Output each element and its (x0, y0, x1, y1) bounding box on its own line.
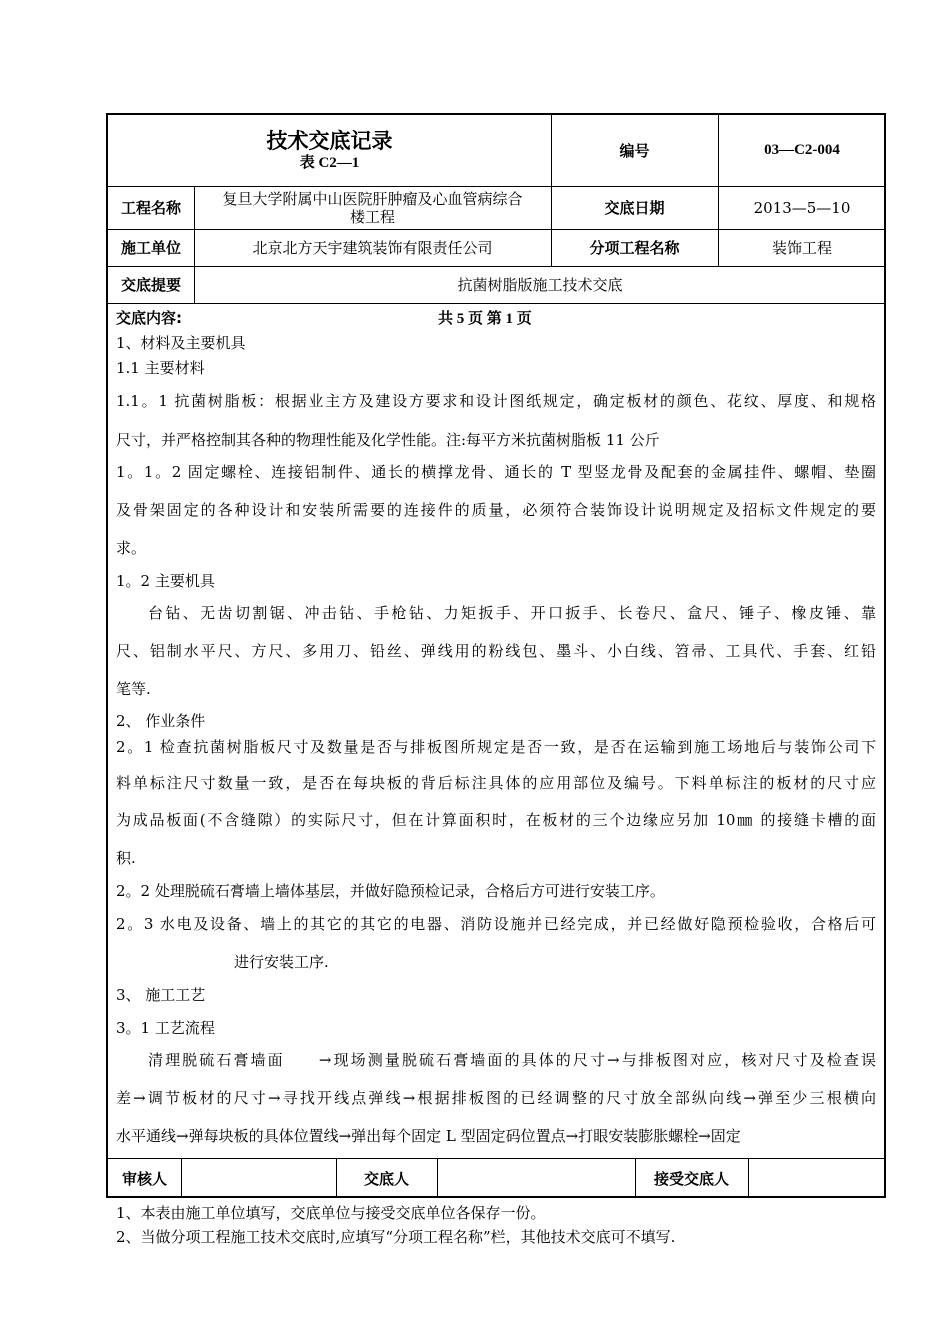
receiver-label: 接受交底人 (653, 1169, 729, 1188)
content-line: 尺、铝制水平尺、方尺、多用刀、铅丝、弹线用的粉线包、墨斗、小白线、笤帚、工具代、手套、红铅 (116, 642, 876, 660)
content-line: 及骨架固定的各种设计和安装所需要的连接件的质量，必须符合装饰设计说明规定及招标文件规定的要 (116, 501, 876, 519)
summary-label: 交底提要 (120, 276, 181, 294)
content-line: 清理脱硫石膏墙面 →现场测量脱硫石膏墙面的具体的尺寸→与排板图对应，核对尺寸及检查误 (148, 1051, 876, 1069)
content-line: 差→调节板材的尺寸→寻找开线点弹线→根据排板图的已经调整的尺寸放全部纵向线→弹至少三根横向 (116, 1089, 876, 1107)
reviewer-value[interactable] (181, 1158, 336, 1198)
content-line: 2。2 处理脱硫石膏墙上墙体基层，并做好隐预检记录，合格后方可进行安装工序。 (116, 882, 665, 900)
content-line: 台钻、无齿切割锯、冲击钻、手枪钻、力矩扳手、开口扳手、长卷尺、盒尺、锤子、橡皮锤、靠 (148, 604, 876, 622)
content-line: 3、 施工工艺 (116, 986, 206, 1004)
content-line: 进行安装工序. (234, 953, 329, 971)
discloser-value[interactable] (437, 1158, 635, 1198)
footnote: 2、当做分项工程施工技术交底时,应填写“分项工程名称”栏，其他技术交底可不填写. (116, 1228, 676, 1246)
summary-value: 抗菌树脂版施工技术交底 (457, 276, 623, 294)
project-value (194, 186, 551, 229)
date-label: 交底日期 (604, 199, 665, 217)
unit-label: 施工单位 (120, 239, 181, 257)
project-value-line2: 楼工程 (349, 207, 395, 226)
content-line: 尺寸，并严格控制其各种的物理性能及化学性能。注:每平方米抗菌树脂板 11 公斤 (116, 431, 660, 449)
content-line: 2、 作业条件 (116, 712, 206, 730)
title-block (108, 115, 551, 186)
reviewer-label: 审核人 (121, 1169, 167, 1188)
content-line: 为成品板面(不含缝隙）的实际尺寸，但在计算面积时，在板材的三个边缘应另加 10㎜ 的接缝卡槽的面 (116, 811, 876, 829)
discloser-label: 交底人 (363, 1169, 409, 1188)
row-divider (108, 303, 884, 304)
content-line: 积. (116, 849, 136, 867)
content-line: 1.1。1 抗菌树脂板：根据业主方及建设方要求和设计图纸规定，确定板材的颜色、花纹、厚度、和规格 (116, 392, 876, 410)
content-line: 2。1 检查抗菌树脂板尺寸及数量是否与排板图所规定是否一致，是否在运输到施工场地后与装饰公司下 (116, 738, 876, 756)
content-line: 1、材料及主要机具 (116, 334, 246, 352)
content-line: 3。1 工艺流程 (116, 1019, 215, 1037)
project-label: 工程名称 (120, 199, 181, 217)
page-title: 技术交底记录 (266, 128, 393, 153)
content-line: 求。 (116, 539, 147, 557)
project-value-line1: 复旦大学附属中山医院肝肿瘤及心血管病综合 (222, 189, 523, 208)
content-line: 2。3 水电及设备、墙上的其它的其它的电器、消防设施并已经完成，并已经做好隐预检验收，合格后可 (116, 915, 876, 933)
content-line: 1.1 主要材料 (116, 359, 205, 377)
footnote: 1、本表由施工单位填写，交底单位与接受交底单位各保存一份。 (116, 1204, 546, 1222)
content-label: 交底内容: (116, 309, 182, 327)
content-line: 1。1。2 固定螺栓、连接铝制件、通长的横撑龙骨、通长的 T 型竖龙骨及配套的金属挂件、螺帽、垫圈 (116, 463, 876, 481)
subproject-value: 装饰工程 (771, 239, 832, 257)
receiver-value[interactable] (748, 1158, 886, 1198)
date-value: 2013—5—10 (753, 198, 851, 217)
disclosure-record-table (106, 113, 886, 1198)
content-line: 1。2 主要机具 (116, 572, 215, 590)
content-line: 水平通线→弹每块板的具体位置线→弹出每个固定 L 型固定码位置点→打眼安装膨胀螺栓→固定 (116, 1127, 741, 1145)
content-line: 笔等. (116, 680, 151, 698)
page-info: 共 5 页 第 1 页 (438, 311, 532, 327)
unit-value: 北京北方天宇建筑装饰有限责任公司 (252, 239, 493, 257)
form-number: 表 C2—1 (299, 154, 360, 171)
code-value: 03—C2-004 (764, 142, 840, 158)
subproject-label: 分项工程名称 (589, 239, 680, 257)
content-line: 料单标注尺寸数量一致，是否在每块板的背后标注具体的应用部位及编号。下料单标注的板材的尺寸应 (116, 774, 876, 792)
code-label: 编号 (619, 142, 650, 160)
